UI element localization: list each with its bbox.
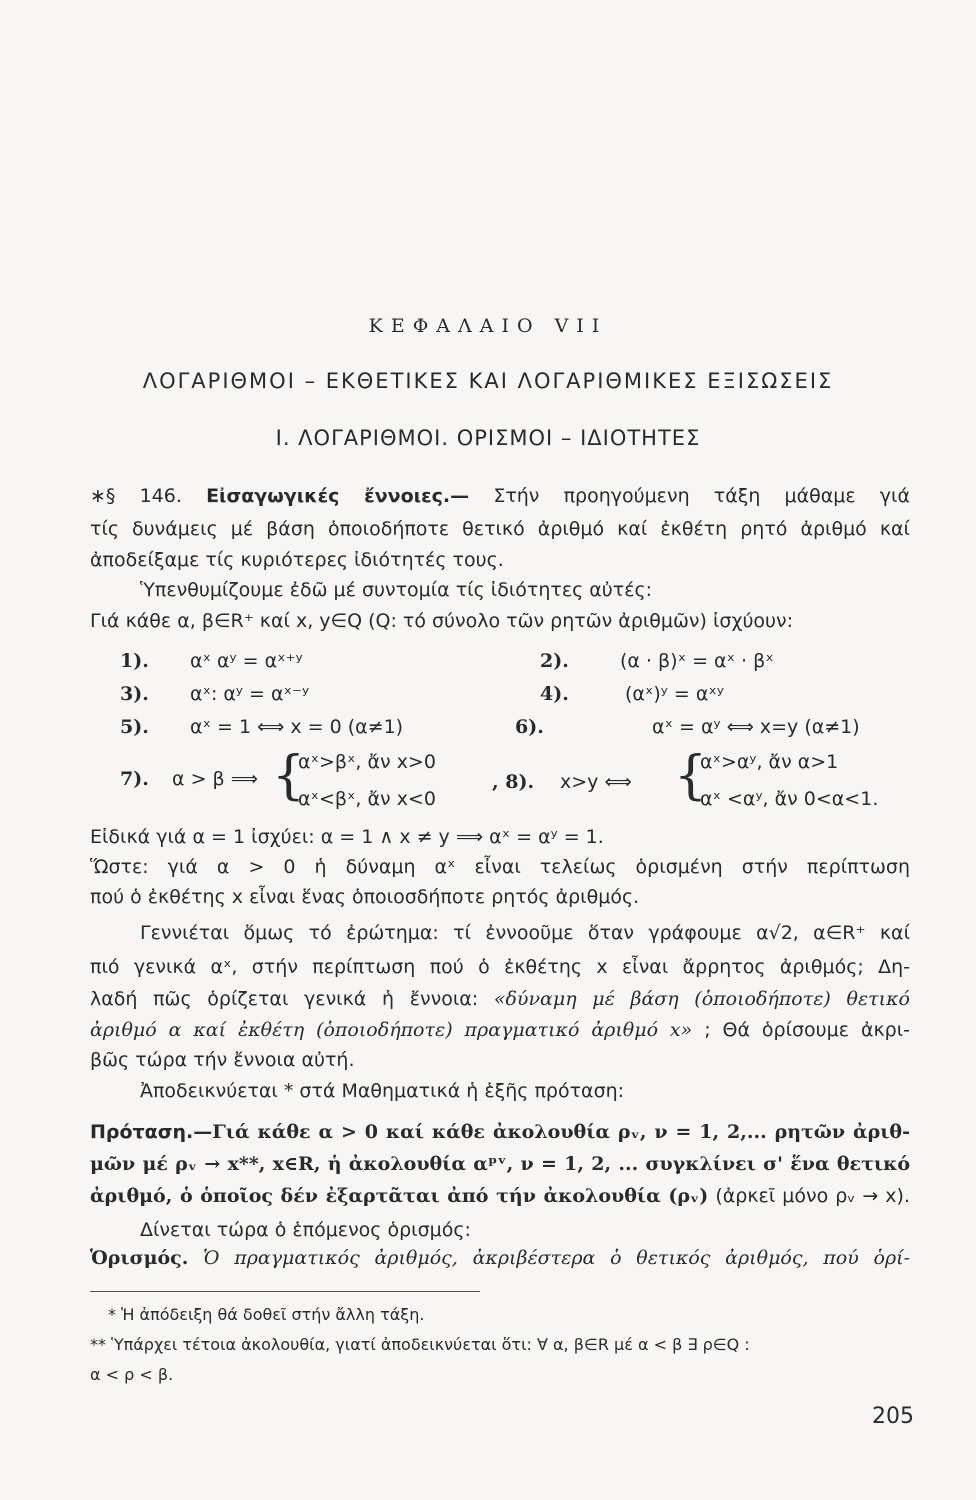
formula: α > β ⟹ xyxy=(172,768,258,790)
formula: (α · β)ˣ = αˣ · βˣ xyxy=(620,650,774,672)
formula: αˣ: αʸ = αˣ⁻ʸ xyxy=(190,683,310,705)
formula: αˣ <αʸ, ἄν 0<α<1. xyxy=(700,788,879,810)
text-line: ἀποδείξαμε τίς κυριότερες ἰδιότητές τους. xyxy=(90,549,504,571)
footnote: α < ρ < β. xyxy=(90,1365,174,1384)
formula-number: 4). xyxy=(540,683,569,705)
formula: (αˣ)ʸ = αˣʸ xyxy=(625,683,724,705)
formula: αˣ = 1 ⟺ x = 0 (α≠1) xyxy=(190,716,404,738)
page-number: 205 xyxy=(872,1404,914,1429)
formula-number: 3). xyxy=(120,683,149,705)
formula: αˣ>αʸ, ἄν α>1 xyxy=(700,751,839,773)
definition-line: Ὁρισμός. Ὁ πραγματικός ἀριθμός, ἀκριβέστερα ὁ θετικός ἀριθμός, πού ὁρί- xyxy=(90,1247,910,1269)
text-line: Ὑπενθυμίζουμε ἐδῶ μέ συντομία τίς ἰδιότητες αὐτές: xyxy=(140,579,653,601)
proposition-line: Πρόταση.—Γιά κάθε α > 0 καί κάθε ἀκολουθία ρᵥ, ν = 1, 2,... ρητῶν ἀριθ- xyxy=(90,1121,910,1143)
text-line: πιό γενικά αˣ, στήν περίπτωση πού ὁ ἐκθέτης x εἶναι ἄρρητος ἀριθμός; Δη- xyxy=(90,956,910,978)
formula-number: 7). xyxy=(120,768,149,790)
footnote-rule xyxy=(90,1291,480,1292)
formula: αˣ = αʸ ⟺ x=y (α≠1) xyxy=(652,716,860,738)
section-intro-line: ∗§ 146. Εἰσαγωγικές ἔννοιες.— Στήν προηγούμενη τάξη μάθαμε γιά xyxy=(90,485,911,507)
text-line: πού ὁ ἐκθέτης x εἶναι ἕνας ὁποιοσδήποτε ρητός ἀριθμός. xyxy=(90,886,640,908)
text-line: ἀριθμό α καί ἐκθέτη (ὁποιοδήποτε) πραγματικό ἀριθμό x» ; Θά ὁρίσουμε ἀκρι- xyxy=(90,1019,911,1041)
proposition-label: Πρόταση.— xyxy=(90,1121,213,1143)
formula-number: 1). xyxy=(120,650,149,672)
definition-label: Ὁρισμός. xyxy=(90,1247,189,1269)
footnote: ** Ὑπάρχει τέτοια ἀκολουθία, γιατί ἀποδεικνύεται ὅτι: ∀ α, β∈R μέ α < β ∃ ρ∈Q : xyxy=(90,1335,750,1354)
text-line: λαδή πῶς ὁρίζεται γενικά ἡ ἔννοια: «δύναμη μέ βάση (ὁποιοδήποτε) θετικό xyxy=(90,988,910,1010)
formula: αˣ<βˣ, ἄν x<0 xyxy=(298,788,436,810)
footnote: * Ἡ ἀπόδειξη θά δοθεῖ στήν ἄλλη τάξη. xyxy=(108,1305,425,1324)
text-line: Ἀποδεικνύεται * στά Μαθηματικά ἡ ἑξῆς πρόταση: xyxy=(140,1080,625,1102)
section-heading: Εἰσαγωγικές ἔννοιες.— xyxy=(206,485,470,507)
formula: x>y ⟺ xyxy=(560,771,632,793)
formula-number: 5). xyxy=(120,716,149,738)
formula-number: 2). xyxy=(540,650,569,672)
chapter-heading: ΚΕΦΑΛΑΙΟ VII xyxy=(368,315,608,337)
section-title: Ι. ΛΟΓΑΡΙΘΜΟΙ. ΟΡΙΣΜΟΙ – ΙΔΙΟΤΗΤΕΣ xyxy=(275,426,701,450)
text-line: Γιά κάθε α, β∈R⁺ καί x, y∈Q (Q: τό σύνολο τῶν ρητῶν ἀριθμῶν) ἰσχύουν: xyxy=(90,610,794,632)
proposition-line: μῶν μέ ρᵥ → x**, x∈R, ἡ ἀκολουθία αᵖᵛ, ν = 1, 2, ... συγκλίνει σ' ἕνα θετικό xyxy=(90,1153,910,1175)
text-line: Δίνεται τώρα ὁ ἑπόμενος ὁρισμός: xyxy=(140,1219,471,1241)
chapter-title: ΛΟΓΑΡΙΘΜΟΙ – ΕΚΘΕΤΙΚΕΣ ΚΑΙ ΛΟΓΑΡΙΘΜΙΚΕΣ ΕΞΙΣΩΣΕΙΣ xyxy=(142,369,834,393)
formula: αˣ>βˣ, ἄν x>0 xyxy=(298,751,436,773)
section-marker: ∗§ 146. xyxy=(90,485,182,507)
text-line: βῶς τώρα τήν ἔννοια αὐτή. xyxy=(90,1049,355,1071)
text-line: Ὥστε: γιά α > 0 ἡ δύναμη αˣ εἶναι τελείως ὁρισμένη στήν περίπτωση xyxy=(90,856,910,878)
formula: αˣ αʸ = αˣ⁺ʸ xyxy=(190,650,303,672)
brace: { xyxy=(272,746,306,806)
text-line: Γεννιέται ὅμως τό ἐρώτημα: τί ἐννοοῦμε ὅταν γράφουμε α√2, α∈R⁺ καί xyxy=(140,922,910,944)
text-line: Εἰδικά γιά α = 1 ἰσχύει: α = 1 ∧ x ≠ y ⟹ αˣ = αʸ = 1. xyxy=(90,826,604,848)
formula-number: 6). xyxy=(515,716,544,738)
text-line: τίς δυνάμεις μέ βάση ὁποιοδήποτε θετικό ἀριθμό καί ἐκθέτη ρητό ἀριθμό καί xyxy=(90,518,910,540)
proposition-line: ἀριθμό, ὁ ὁποῖος δέν ἐξαρτᾶται ἀπό τήν ἀκολουθία (ρᵥ) (ἀρκεῖ μόνο ρᵥ → x). xyxy=(90,1185,911,1207)
brace: { xyxy=(674,746,708,806)
formula-number: , 8). xyxy=(492,771,535,793)
